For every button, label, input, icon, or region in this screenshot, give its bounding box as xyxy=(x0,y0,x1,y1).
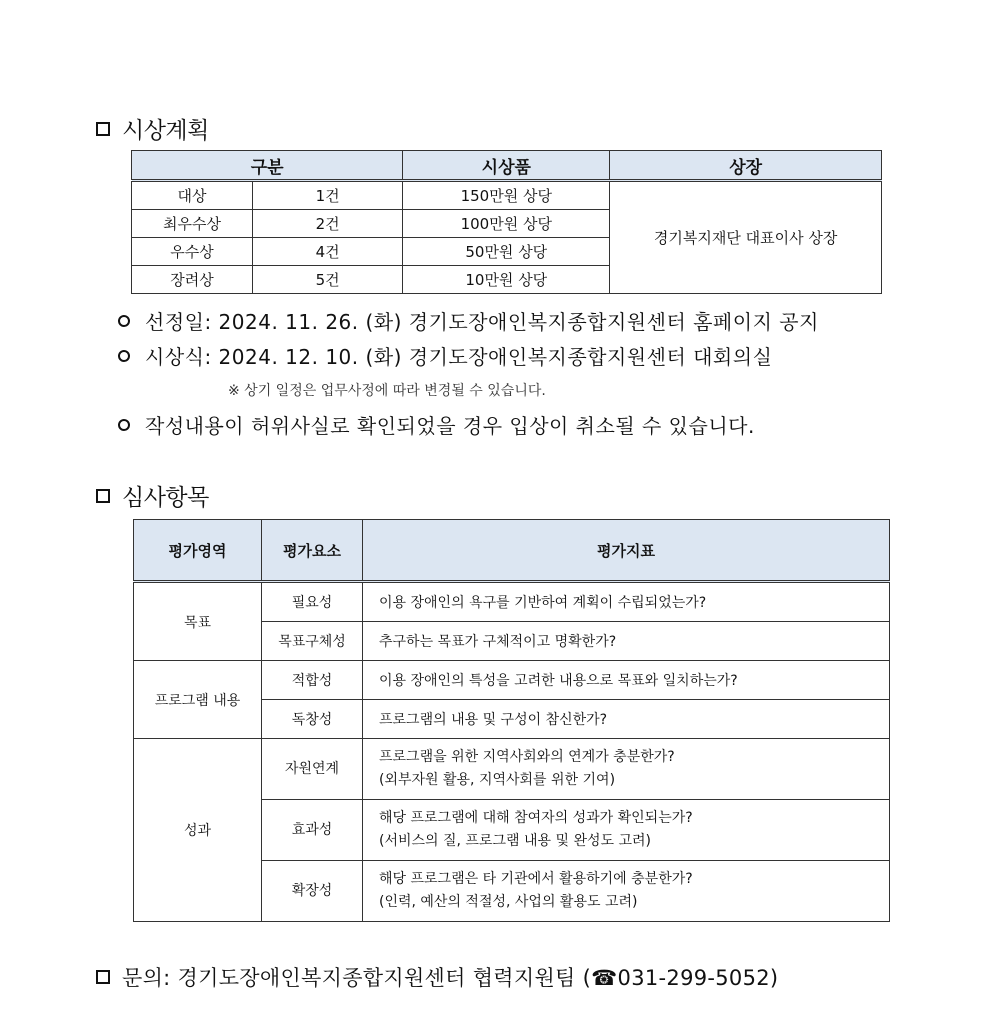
criteria-indicator: 이용 장애인의 특성을 고려한 내용으로 목표와 일치하는가? xyxy=(363,661,890,700)
area-program: 프로그램 내용 xyxy=(134,661,262,739)
header-element: 평가요소 xyxy=(262,520,363,582)
award-name: 우수상 xyxy=(132,238,253,266)
contact-text: 문의: 경기도장애인복지종합지원센터 협력지원팀 (☎031-299-5052) xyxy=(122,966,779,990)
awards-section-title xyxy=(96,112,209,145)
awards-title: 시상계획 xyxy=(122,118,209,144)
contact-line xyxy=(96,962,778,992)
table-row xyxy=(132,181,882,210)
award-name: 장려상 xyxy=(132,266,253,294)
criteria-indicator: 해당 프로그램은 타 기관에서 활용하기에 충분한가? xyxy=(379,871,693,887)
checkbox-square-icon xyxy=(96,122,110,136)
criteria-title: 심사항목 xyxy=(122,485,209,511)
area-goal: 목표 xyxy=(134,582,262,661)
header-category: 구분 xyxy=(132,151,403,181)
award-name: 대상 xyxy=(132,181,253,210)
criteria-element: 필요성 xyxy=(262,582,363,622)
criteria-indicator: 이용 장애인의 욕구를 기반하여 계획이 수립되었는가? xyxy=(363,582,890,622)
award-prize: 10만원 상당 xyxy=(403,266,610,294)
award-count: 1건 xyxy=(253,181,403,210)
criteria-indicator-cell xyxy=(363,800,890,861)
criteria-element: 자원연계 xyxy=(262,739,363,800)
criteria-element: 확장성 xyxy=(262,861,363,922)
selection-date-text: 선정일: 2024. 11. 26. (화) 경기도장애인복지종합지원센터 홈페이지 공지 xyxy=(145,310,819,334)
criteria-table-header xyxy=(134,520,890,582)
table-row xyxy=(134,582,890,622)
header-area: 평가영역 xyxy=(134,520,262,582)
award-count: 4건 xyxy=(253,238,403,266)
ceremony-line xyxy=(118,341,772,370)
criteria-indicator: 프로그램을 위한 지역사회와의 연계가 충분한가? xyxy=(379,749,675,765)
criteria-section-title xyxy=(96,479,209,512)
checkbox-square-icon xyxy=(96,970,110,984)
criteria-indicator-cell xyxy=(363,861,890,922)
criteria-indicator: 해당 프로그램에 대해 참여자의 성과가 확인되는가? xyxy=(379,810,693,826)
circle-bullet-icon xyxy=(118,419,130,431)
ceremony-text: 시상식: 2024. 12. 10. (화) 경기도장애인복지종합지원센터 대회의실 xyxy=(145,345,773,369)
award-name: 최우수상 xyxy=(132,210,253,238)
schedule-note: ※ 상기 일정은 업무사정에 따라 변경될 수 있습니다. xyxy=(228,383,546,399)
criteria-indicator: 추구하는 목표가 구체적이고 명확한가? xyxy=(363,622,890,661)
circle-bullet-icon xyxy=(118,315,130,327)
criteria-element: 목표구체성 xyxy=(262,622,363,661)
area-outcome: 성과 xyxy=(134,739,262,922)
header-prize: 시상품 xyxy=(403,151,610,181)
criteria-element: 적합성 xyxy=(262,661,363,700)
awards-table xyxy=(131,150,882,294)
award-prize: 150만원 상당 xyxy=(403,181,610,210)
awards-table-header xyxy=(132,151,882,181)
criteria-indicator-sub: (외부자원 활용, 지역사회를 위한 기여) xyxy=(379,772,616,788)
certificate-cell: 경기복지재단 대표이사 상장 xyxy=(610,181,882,294)
table-row xyxy=(134,739,890,800)
false-content-text: 작성내용이 허위사실로 확인되었을 경우 입상이 취소될 수 있습니다. xyxy=(145,414,755,438)
false-content-line xyxy=(118,410,755,439)
criteria-table xyxy=(133,519,890,922)
award-prize: 100만원 상당 xyxy=(403,210,610,238)
header-indicator: 평가지표 xyxy=(363,520,890,582)
criteria-indicator-sub: (서비스의 질, 프로그램 내용 및 완성도 고려) xyxy=(379,833,651,849)
criteria-indicator: 프로그램의 내용 및 구성이 참신한가? xyxy=(363,700,890,739)
criteria-element: 독창성 xyxy=(262,700,363,739)
checkbox-square-icon xyxy=(96,489,110,503)
award-prize: 50만원 상당 xyxy=(403,238,610,266)
circle-bullet-icon xyxy=(118,350,130,362)
criteria-indicator-cell xyxy=(363,739,890,800)
award-count: 2건 xyxy=(253,210,403,238)
award-count: 5건 xyxy=(253,266,403,294)
selection-date-line xyxy=(118,306,819,335)
table-row xyxy=(134,661,890,700)
header-certificate: 상장 xyxy=(610,151,882,181)
criteria-indicator-sub: (인력, 예산의 적절성, 사업의 활용도 고려) xyxy=(379,894,638,910)
criteria-element: 효과성 xyxy=(262,800,363,861)
